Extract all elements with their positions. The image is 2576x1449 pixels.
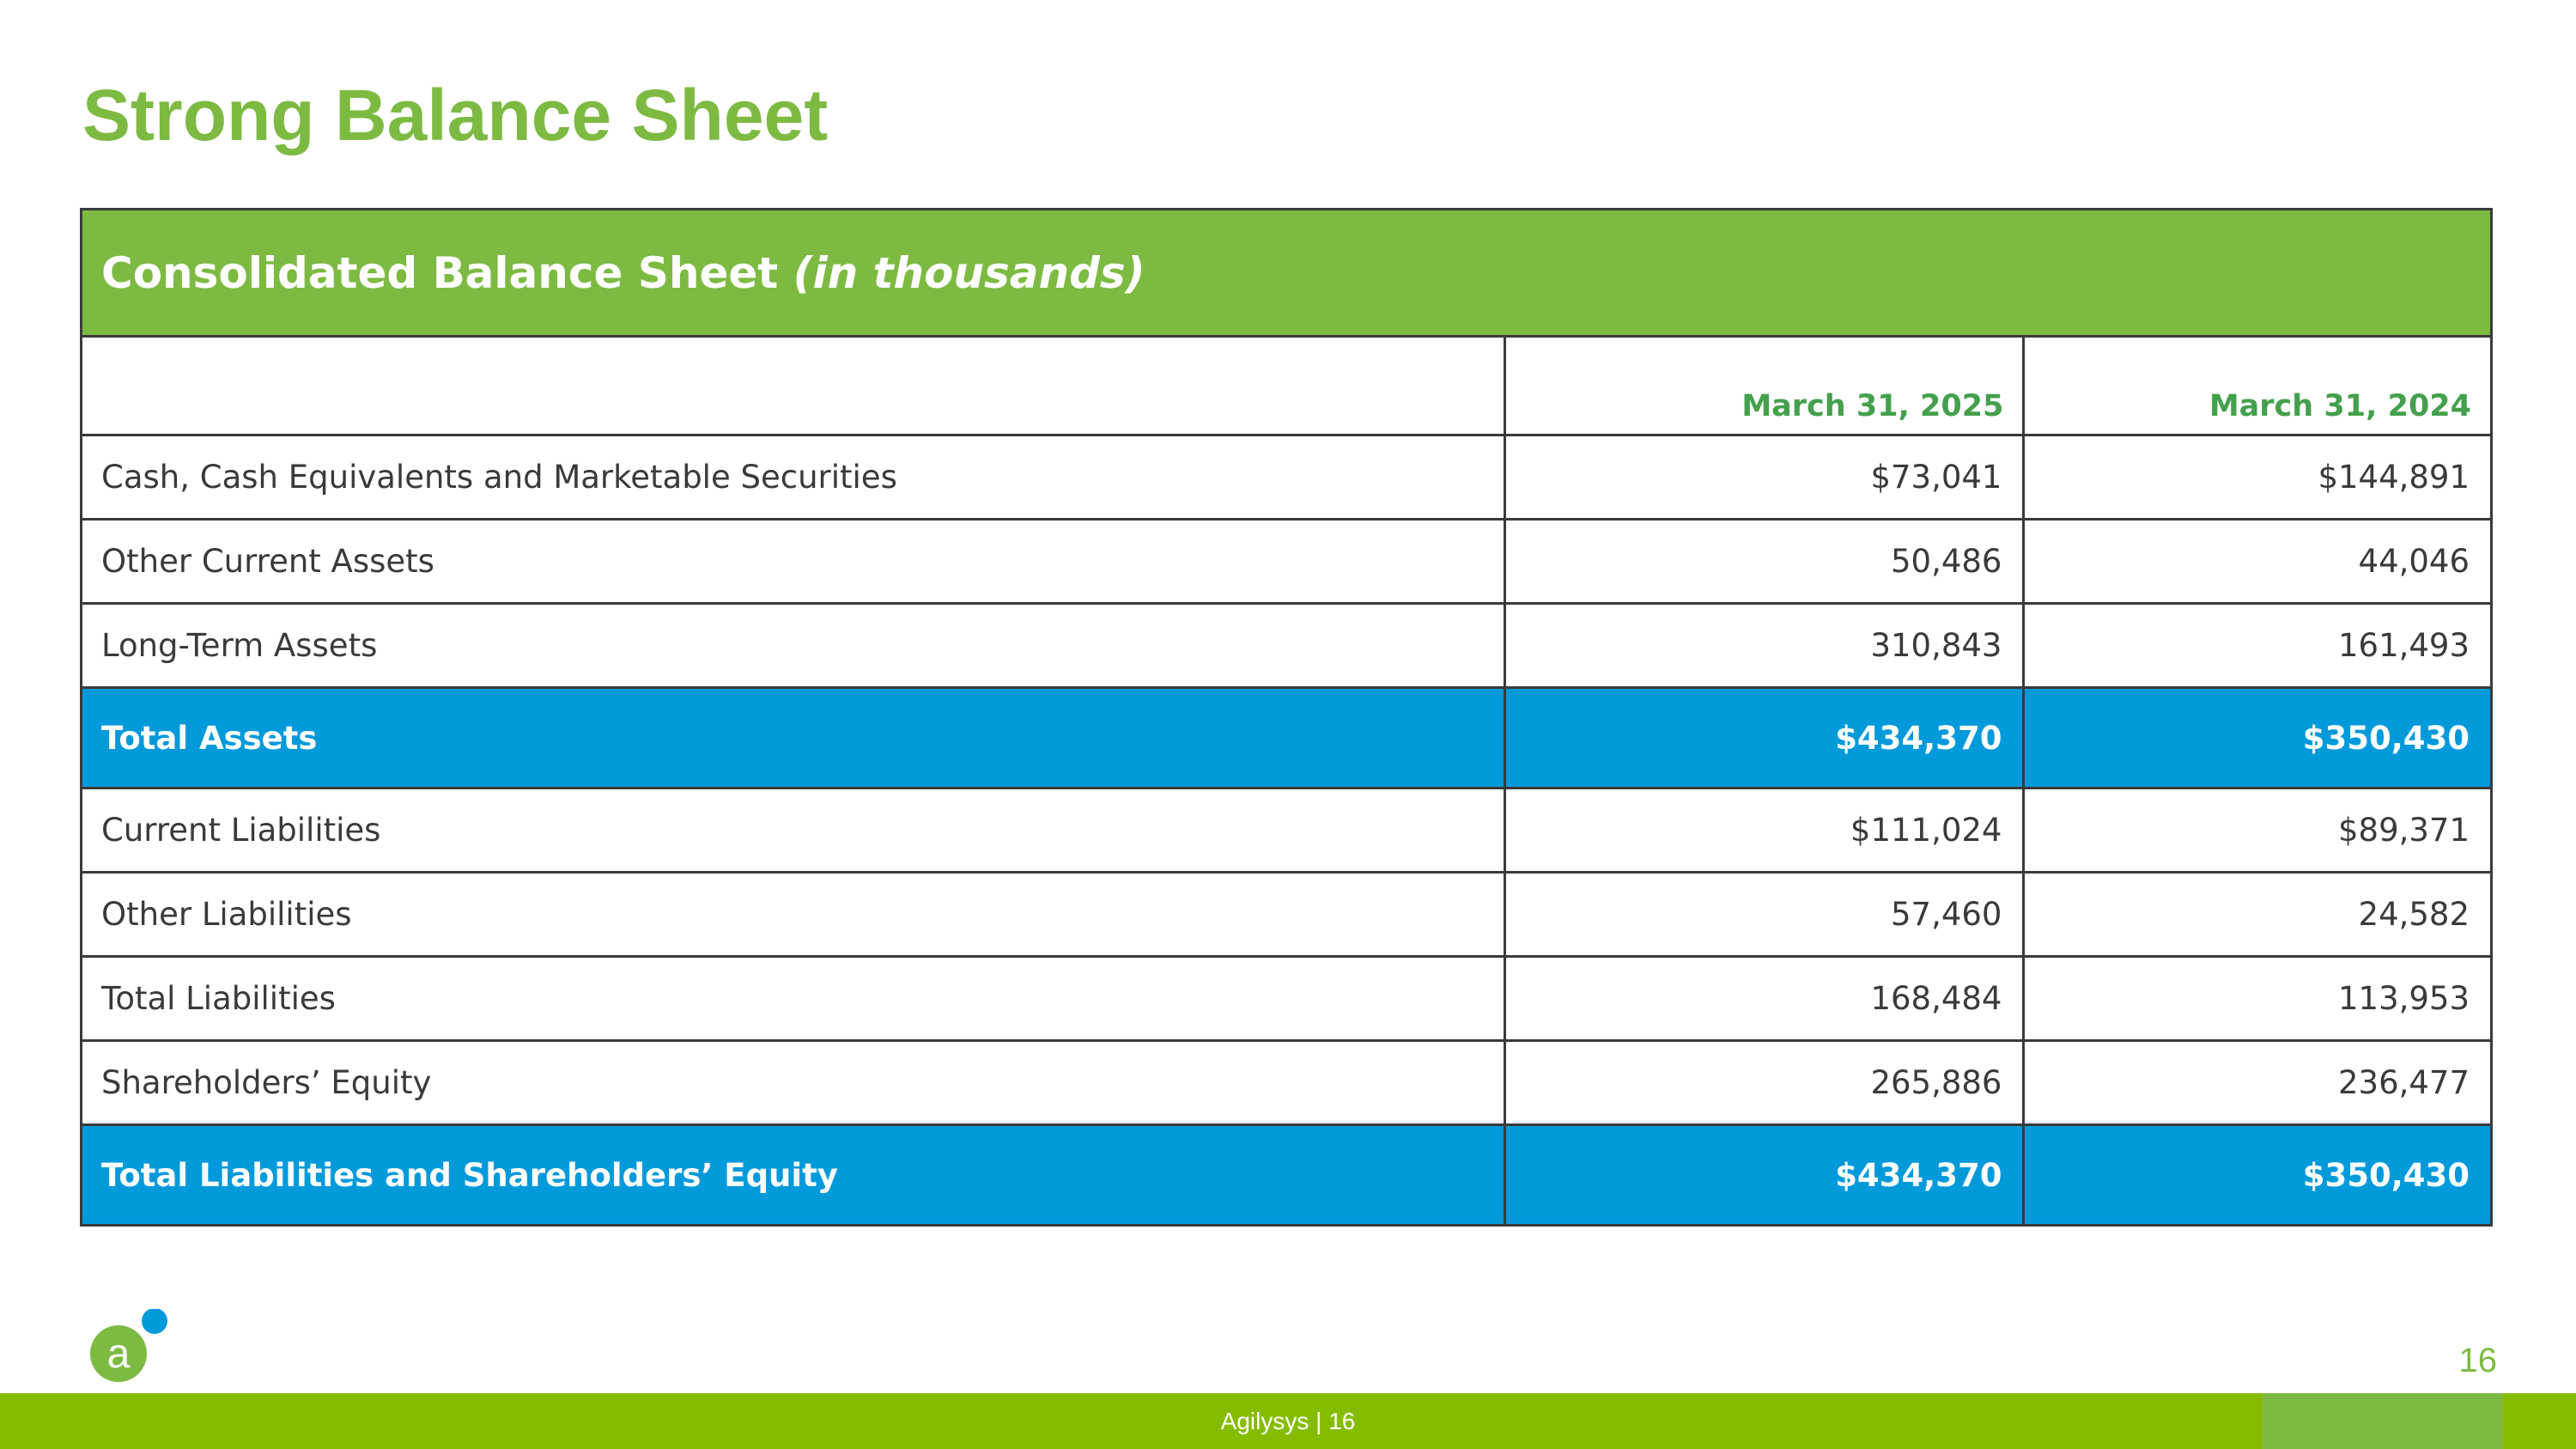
footer-company: Agilysys: [1220, 1408, 1309, 1434]
row-label: Cash, Cash Equivalents and Marketable Securities: [82, 435, 1505, 520]
value-2025: 168,484: [1505, 957, 2024, 1041]
value-2024: 161,493: [2024, 604, 2492, 688]
slide-title: Strong Balance Sheet: [82, 75, 829, 155]
value-2024: 236,477: [2024, 1041, 2492, 1125]
footer-separator: |: [1315, 1408, 1322, 1434]
empty-header-cell: [82, 337, 1505, 435]
table-row: [82, 788, 2492, 873]
table-title: [82, 210, 2492, 337]
page-number: 16: [2458, 1342, 2497, 1379]
value-2024: 24,582: [2024, 873, 2492, 957]
table-title-row: [82, 210, 2492, 337]
logo-blue-dot: [142, 1309, 167, 1334]
footer-text: [0, 1393, 2576, 1449]
value-2024: $89,371: [2024, 788, 2492, 873]
table-title-text: Consolidated Balance Sheet: [101, 247, 779, 298]
value-2025: 310,843: [1505, 604, 2024, 688]
value-2025: $111,024: [1505, 788, 2024, 873]
table-body: [82, 337, 2492, 1226]
agilysys-logo-icon: [88, 1309, 173, 1386]
value-2025: 50,486: [1505, 520, 2024, 604]
value-2024: 113,953: [2024, 957, 2492, 1041]
total-row: [82, 1125, 2492, 1226]
footer-page: 16: [1328, 1408, 1356, 1434]
row-label: Total Liabilities and Shareholders’ Equity: [82, 1125, 1505, 1226]
value-2024: $350,430: [2024, 688, 2492, 788]
value-2025: $434,370: [1505, 688, 2024, 788]
column-header-row: [82, 337, 2492, 435]
value-2025: 265,886: [1505, 1041, 2024, 1125]
value-2025: $434,370: [1505, 1125, 2024, 1226]
row-label: Current Liabilities: [82, 788, 1505, 873]
row-label: Other Liabilities: [82, 873, 1505, 957]
value-2024: 44,046: [2024, 520, 2492, 604]
value-2024: $144,891: [2024, 435, 2492, 520]
column-header-2025: March 31, 2025: [1505, 337, 2024, 435]
table-row: [82, 1041, 2492, 1125]
row-label: Total Assets: [82, 688, 1505, 788]
value-2025: $73,041: [1505, 435, 2024, 520]
total-row: [82, 688, 2492, 788]
balance-sheet-table: [80, 208, 2493, 1227]
row-label: Total Liabilities: [82, 957, 1505, 1041]
row-label: Long-Term Assets: [82, 604, 1505, 688]
table-title-note: (in thousands): [793, 247, 1145, 298]
row-label: Shareholders’ Equity: [82, 1041, 1505, 1125]
value-2025: 57,460: [1505, 873, 2024, 957]
logo-letter: a: [106, 1331, 131, 1377]
column-header-2024: March 31, 2024: [2024, 337, 2492, 435]
table-row: [82, 520, 2492, 604]
table-row: [82, 604, 2492, 688]
table-row: [82, 957, 2492, 1041]
table-row: [82, 435, 2492, 520]
row-label: Other Current Assets: [82, 520, 1505, 604]
table-row: [82, 873, 2492, 957]
value-2024: $350,430: [2024, 1125, 2492, 1226]
